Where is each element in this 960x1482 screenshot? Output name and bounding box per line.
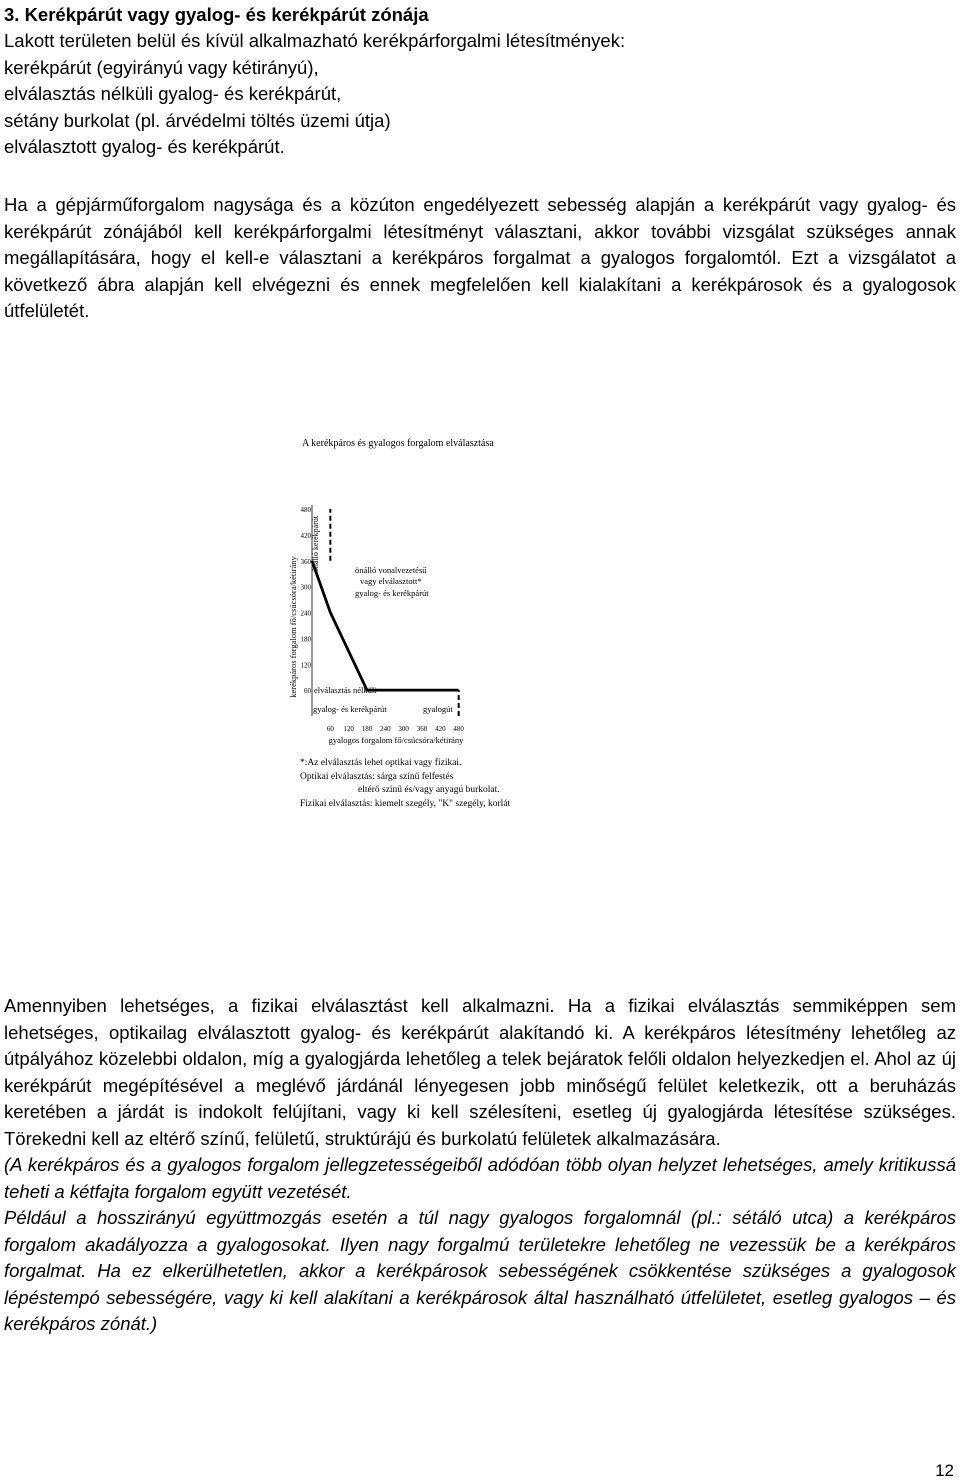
paragraph-italic: (A kerékpáros és a gyalogos forgalom jellegzetességeiből adódóan több olyan helyzet lehetséges, amely kritikussá teheti a kétfajta forgalom együtt vezetését. xyxy=(4,1154,956,1202)
y-tick-label: 480 xyxy=(300,506,311,514)
y-tick-label: 420 xyxy=(300,531,311,540)
y-tick-label: 180 xyxy=(300,635,311,644)
heading-line: kerékpárút (egyirányú vagy kétirányú), xyxy=(4,56,319,78)
y-tick-label: 60 xyxy=(304,687,311,696)
heading-line: elválasztott gyalog- és kerékpárút. xyxy=(4,136,285,158)
x-tick-label: 240 xyxy=(380,725,391,733)
page-number: 12 xyxy=(935,1461,954,1480)
x-axis-label: gyalogos forgalom fő/csúcsóra/kétirány xyxy=(328,735,464,745)
region-label-bike-only: önálló kerékpárút xyxy=(311,515,320,573)
x-tick-label: 180 xyxy=(361,725,373,733)
y-tick-label: 300 xyxy=(300,583,311,592)
region-label-separated: vagy elválasztott* xyxy=(360,576,422,586)
x-tick-label: 480 xyxy=(453,725,464,733)
heading-line: elválasztás nélküli gyalog- és kerékpárút, xyxy=(4,83,342,105)
note-line: Optikai elválasztás: sárga színű felfestés xyxy=(300,771,454,782)
y-axis-label: kerékpáros forgalom fő/csúcsóra/kétirány xyxy=(288,556,298,698)
region-label-footpath: gyalogút xyxy=(423,704,453,714)
y-tick-label: 360 xyxy=(300,557,311,566)
region-label-separated: gyalog- és kerékpárút xyxy=(355,588,429,598)
region-label-shared: elválasztás nélküli xyxy=(314,685,377,695)
body-paragraph xyxy=(4,993,956,1338)
region-label-shared: gyalog- és kerékpárút xyxy=(313,704,387,714)
chart-title: A kerékpáros és gyalogos forgalom elválasztása xyxy=(302,438,494,449)
heading-line: Lakott területen belül és kívül alkalmazható kerékpárforgalmi létesítmények: xyxy=(4,30,626,52)
note-line: Fizikai elválasztás: kiemelt szegély, "K" szegély, korlát xyxy=(300,798,511,809)
y-tick-label: 120 xyxy=(300,661,311,670)
chart-svg xyxy=(278,432,508,752)
note-line: *:Az elválasztás lehet optikai vagy fizikai. xyxy=(300,758,462,768)
section-heading-block xyxy=(4,2,704,160)
intro-paragraph: Ha a gépjárműforgalom nagysága és a közúton engedélyezett sebesség alapján a kerékpárút vagy gyalog- és kerékpárút zónájából kell kerékpárforgalmi létesítményt választani, akkor további vizsgálat szükséges annak megállapítására, hogy el kell-e választani a kerékpáros forgalmat a gyalogos forgalomtól. Ezt a vizsgálatot a következő ábra alapján kell elvégezni és ennek megfelelően kell kialakítani a kerékpárosok és a gyalogosok útfelületét. xyxy=(4,194,956,321)
x-tick-label: 360 xyxy=(416,725,428,733)
section-title: 3. Kerékpárút vagy gyalog- és kerékpárút zónája xyxy=(4,4,429,25)
x-tick-label: 420 xyxy=(435,725,446,733)
x-tick-label: 60 xyxy=(326,725,334,733)
region-label-separated: önálló vonalvezetésű xyxy=(355,565,427,575)
note-line: eltérő színű és/vagy anyagú burkolat. xyxy=(358,785,500,795)
x-tick-label: 300 xyxy=(398,725,409,733)
y-tick-label: 240 xyxy=(300,609,311,618)
separation-chart-figure xyxy=(278,432,511,812)
chart-notes xyxy=(300,757,510,811)
x-tick-label: 120 xyxy=(343,725,354,733)
paragraph-normal: Amennyiben lehetséges, a fizikai elválasztást kell alkalmazni. Ha a fizikai elválasztás semmiképpen sem lehetséges, optikailag elválasztott gyalog- és kerékpárút alakítandó ki. A kerékpáros létesítmény lehetőleg az útpályához közelebbi oldalon, míg a gyalogjárda lehetőleg a telek bejáratok felőli oldalon helyezkedjen el. Ahol az új kerékpárút megépítésével a meglévő járdánál lényegesen jobb minőségű felület keletkezik, ott a beruházás keretében a járdát is indokolt felújítani, vagy ki kell szélesíteni, esetleg új gyalogjárda létesítése szükséges. Törekedni kell az eltérő színű, felületű, struktúrájú és burkolatú felületek alkalmazására. xyxy=(4,995,956,1149)
paragraph-italic: Például a hosszirányú együttmozgás esetén a túl nagy gyalogos forgalomnál (pl.: sétáló utca) a kerékpáros forgalom akadályozza a gyalogosokat. Ilyen nagy forgalmú területekre lehetőleg ne vezessük be a kerékpáros forgalmat. Ha ez elkerülhetetlen, akkor a kerékpárosok sebességének csökkentése szükséges a gyalogosok lépéstempó sebességére, vagy ki kell alakítani a kerékpárosok által használható útfelületet, esetleg gyalogos – és kerékpáros zónát.) xyxy=(4,1207,956,1334)
heading-line: sétány burkolat (pl. árvédelmi töltés üzemi útja) xyxy=(4,109,391,131)
